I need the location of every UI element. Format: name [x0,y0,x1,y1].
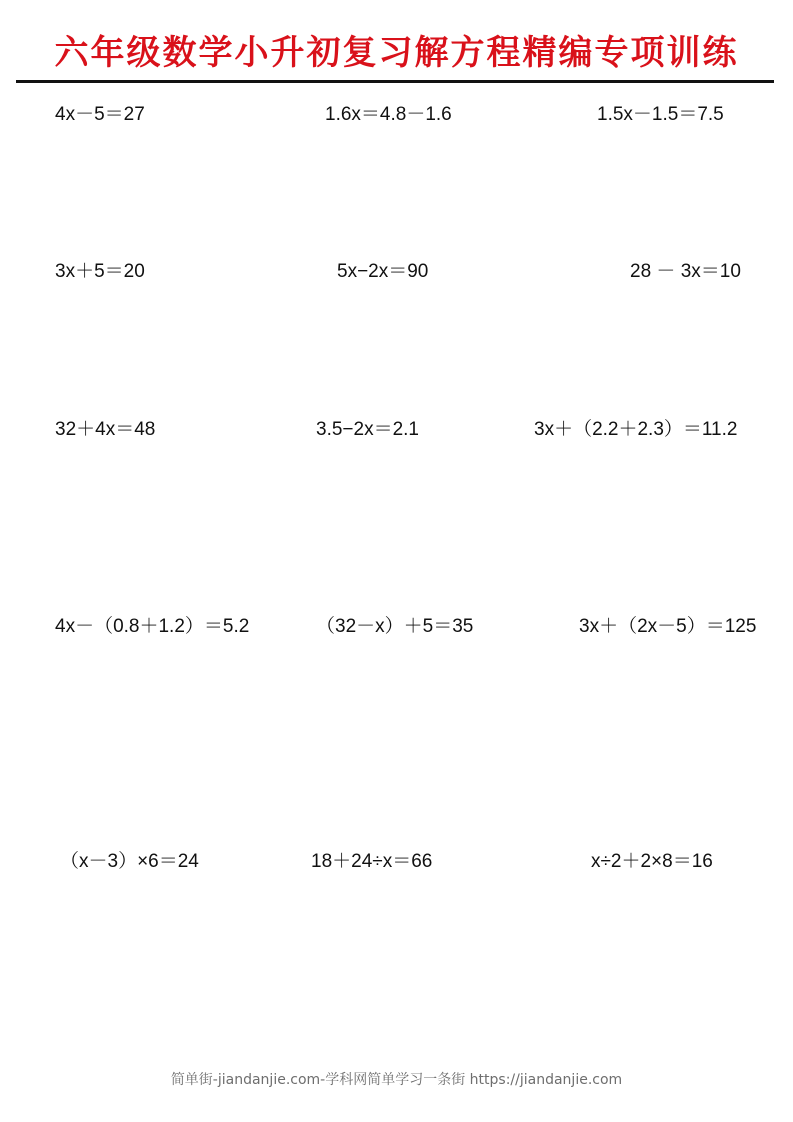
equation-r5-c1: （x－3）×6＝24 [60,851,199,872]
equation-r5-c3: x÷2＋2×8＝16 [591,851,713,872]
equation-r1-c2: 1.6x＝4.8－1.6 [325,104,452,125]
equation-r2-c2: 5x−2x＝90 [337,261,429,282]
equation-r2-c3: 28 － 3x＝10 [630,261,741,282]
equation-r4-c1: 4x－（0.8＋1.2）＝5.2 [55,616,250,637]
equation-r5-c2: 18＋24÷x＝66 [311,851,433,872]
equation-r1-c3: 1.5x－1.5＝7.5 [597,104,724,125]
worksheet-title: 六年级数学小升初复习解方程精编专项训练 [54,33,739,73]
equation-r4-c3: 3x＋（2x－5）＝125 [579,616,757,637]
title-divider [16,80,774,83]
footer-watermark: 简单街-jiandanjie.com-学科网简单学习一条街 https://jiandanjie.com [170,1072,623,1088]
equation-r1-c1: 4x－5＝27 [55,104,145,125]
equation-r3-c1: 32＋4x＝48 [55,419,156,440]
equation-r4-c2: （32－x）＋5＝35 [316,616,474,637]
equation-r3-c3: 3x＋（2.2＋2.3）＝11.2 [534,419,738,440]
equation-r3-c2: 3.5−2x＝2.1 [316,419,419,440]
equation-r2-c1: 3x＋5＝20 [55,261,145,282]
